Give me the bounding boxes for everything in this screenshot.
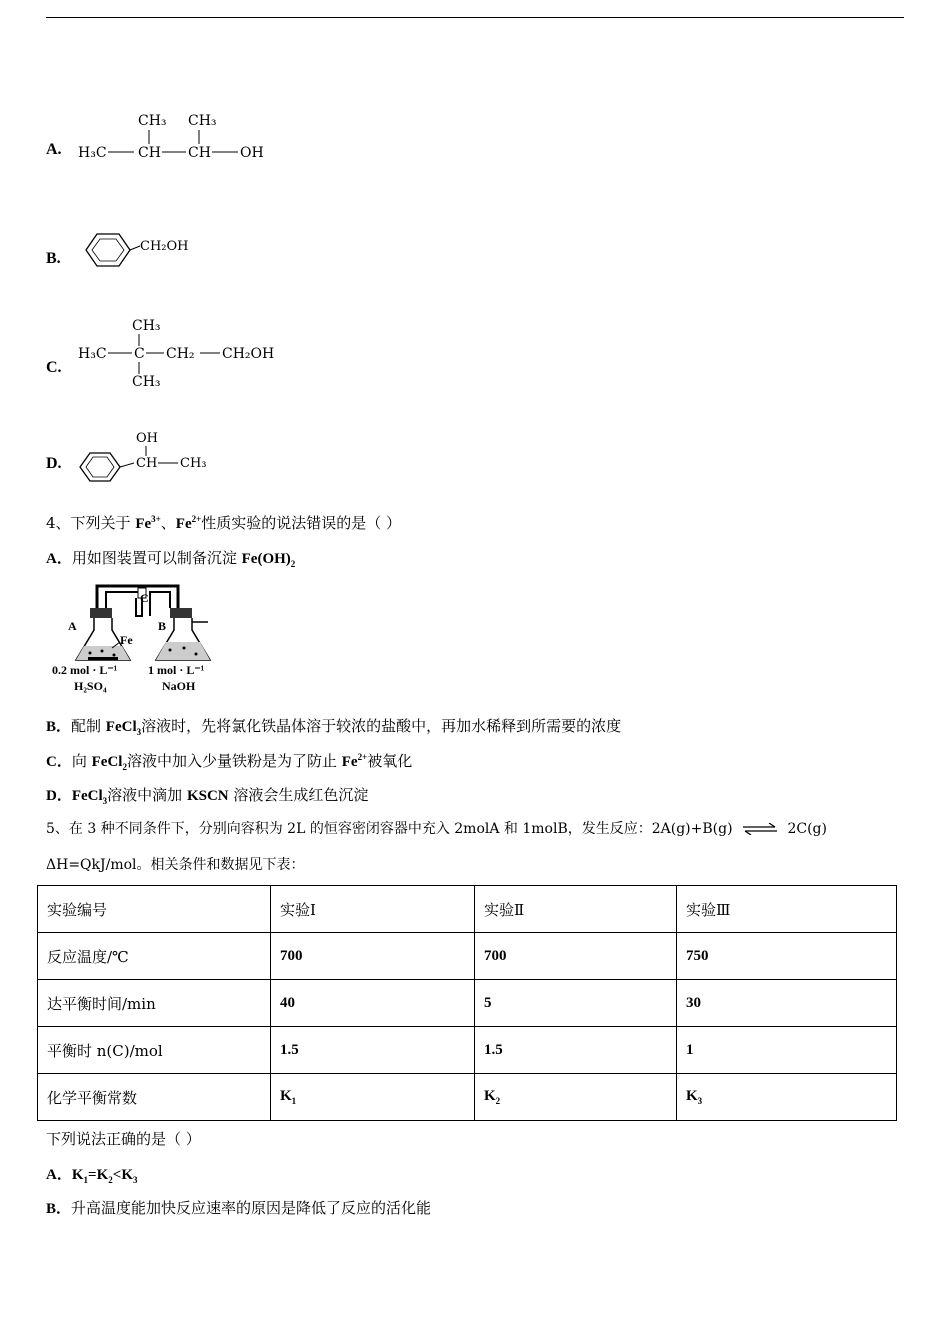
right-concentration: 1 mol · L⁻¹	[148, 663, 205, 677]
q5-option-b: B．升高温度能加快反应速率的原因是降低了反应的活化能	[46, 1199, 432, 1217]
q4-option-a: A．用如图装置可以制备沉淀 $Fe(OH)_2$	[46, 549, 296, 569]
methyl-group: H₃C	[78, 145, 107, 161]
clamp-label: C	[140, 591, 149, 605]
hydroxymethyl-group: CH₂OH	[140, 239, 189, 254]
option-b-structure	[78, 228, 218, 274]
table-header-cell: 实验Ⅲ	[677, 886, 897, 933]
table-cell: 1.5	[475, 1027, 677, 1074]
hydroxyl-group: OH	[136, 431, 158, 446]
table-cell: 40	[271, 980, 475, 1027]
table-cell: 化学平衡常数	[38, 1074, 271, 1121]
option-c-structure	[78, 314, 298, 390]
stopper-icon	[170, 608, 192, 618]
table-row	[38, 1074, 897, 1121]
q5-option-a: A．$K_1=K_2<K_3$	[46, 1167, 138, 1185]
experiment-table	[37, 885, 897, 1121]
left-concentration: 0.2 mol · L⁻¹	[52, 663, 118, 677]
table-header-cell: 实验Ⅰ	[271, 886, 475, 933]
right-reagent: NaOH	[162, 679, 196, 693]
table-cell: 700	[271, 933, 475, 980]
option-c-letter: C.	[46, 359, 62, 376]
table-cell: 反应温度/℃	[38, 933, 271, 980]
methylene-group: CH₂	[166, 346, 195, 362]
hydroxymethyl-group: CH₂OH	[222, 346, 275, 362]
option-d-structure	[78, 425, 228, 493]
methyl-group: CH₃	[132, 318, 161, 334]
flask-b-label: B	[158, 619, 167, 633]
quaternary-carbon: C	[134, 346, 145, 362]
top-rule	[46, 17, 904, 18]
table-cell: $K_1$	[271, 1074, 475, 1121]
methyl-group: CH₃	[138, 113, 167, 129]
ch-group: CH	[188, 145, 211, 161]
table-row	[38, 1027, 897, 1074]
table-header-row	[38, 886, 897, 933]
methyl-group: H₃C	[78, 346, 107, 362]
option-b-letter: B.	[46, 250, 61, 267]
q4-option-c: C．向 FeCl$_2$溶液中加入少量铁粉是为了防止 $Fe^{2+}$被氧化	[46, 752, 413, 772]
table-cell: 750	[677, 933, 897, 980]
table-cell: 30	[677, 980, 897, 1027]
flask-a-label: A	[68, 619, 77, 633]
table-cell: 平衡时 n(C)/mol	[38, 1027, 271, 1074]
table-cell: 5	[475, 980, 677, 1027]
question-5-stem: 5、在 3 种不同条件下，分别向容积为 2L 的恒容密闭容器中充入 2molA 和 1molB，发生反应：2A(g)+B(g) 2C(g)	[46, 821, 827, 837]
table-header-cell: 实验Ⅱ	[475, 886, 677, 933]
q4-option-b: B．配制 FeCl$_3$溶液时，先将氯化铁晶体溶于较浓的盐酸中，再加水稀释到所需要的浓度	[46, 717, 622, 737]
ch-group: CH	[138, 145, 161, 161]
ch-group: CH	[136, 456, 158, 471]
iron-label: Fe	[120, 633, 133, 647]
hydroxyl-group: OH	[240, 145, 264, 161]
stopper-icon	[90, 608, 112, 618]
option-a-letter: A.	[46, 141, 62, 158]
table-header-cell: 实验编号	[38, 886, 271, 933]
equilibrium-arrow-icon	[741, 823, 779, 835]
left-reagent: H₂SO₄	[74, 679, 107, 693]
table-cell: 700	[475, 933, 677, 980]
question-4-stem: 4、下列关于 $Fe^{3+}$、$Fe^{2+}$性质实验的说法错误的是（ ）	[46, 514, 402, 532]
table-cell: $K_3$	[677, 1074, 897, 1121]
question-5-prompt: 下列说法正确的是（ ）	[46, 1130, 201, 1148]
apparatus-figure	[50, 578, 230, 700]
table-cell: 达平衡时间/min	[38, 980, 271, 1027]
option-d-letter: D.	[46, 455, 62, 472]
option-a-structure	[78, 108, 278, 166]
table-cell: $K_2$	[475, 1074, 677, 1121]
table-cell: 1	[677, 1027, 897, 1074]
methyl-group: CH₃	[180, 456, 207, 471]
table-row	[38, 980, 897, 1027]
table-row	[38, 933, 897, 980]
table-cell: 1.5	[271, 1027, 475, 1074]
q4-option-d: D．FeCl$_3$溶液中滴加 KSCN 溶液会生成红色沉淀	[46, 786, 369, 806]
methyl-group: CH₃	[132, 374, 161, 390]
methyl-group: CH₃	[188, 113, 217, 129]
question-5-stem-cont: ΔH=QkJ/mol。相关条件和数据见下表：	[46, 857, 305, 873]
